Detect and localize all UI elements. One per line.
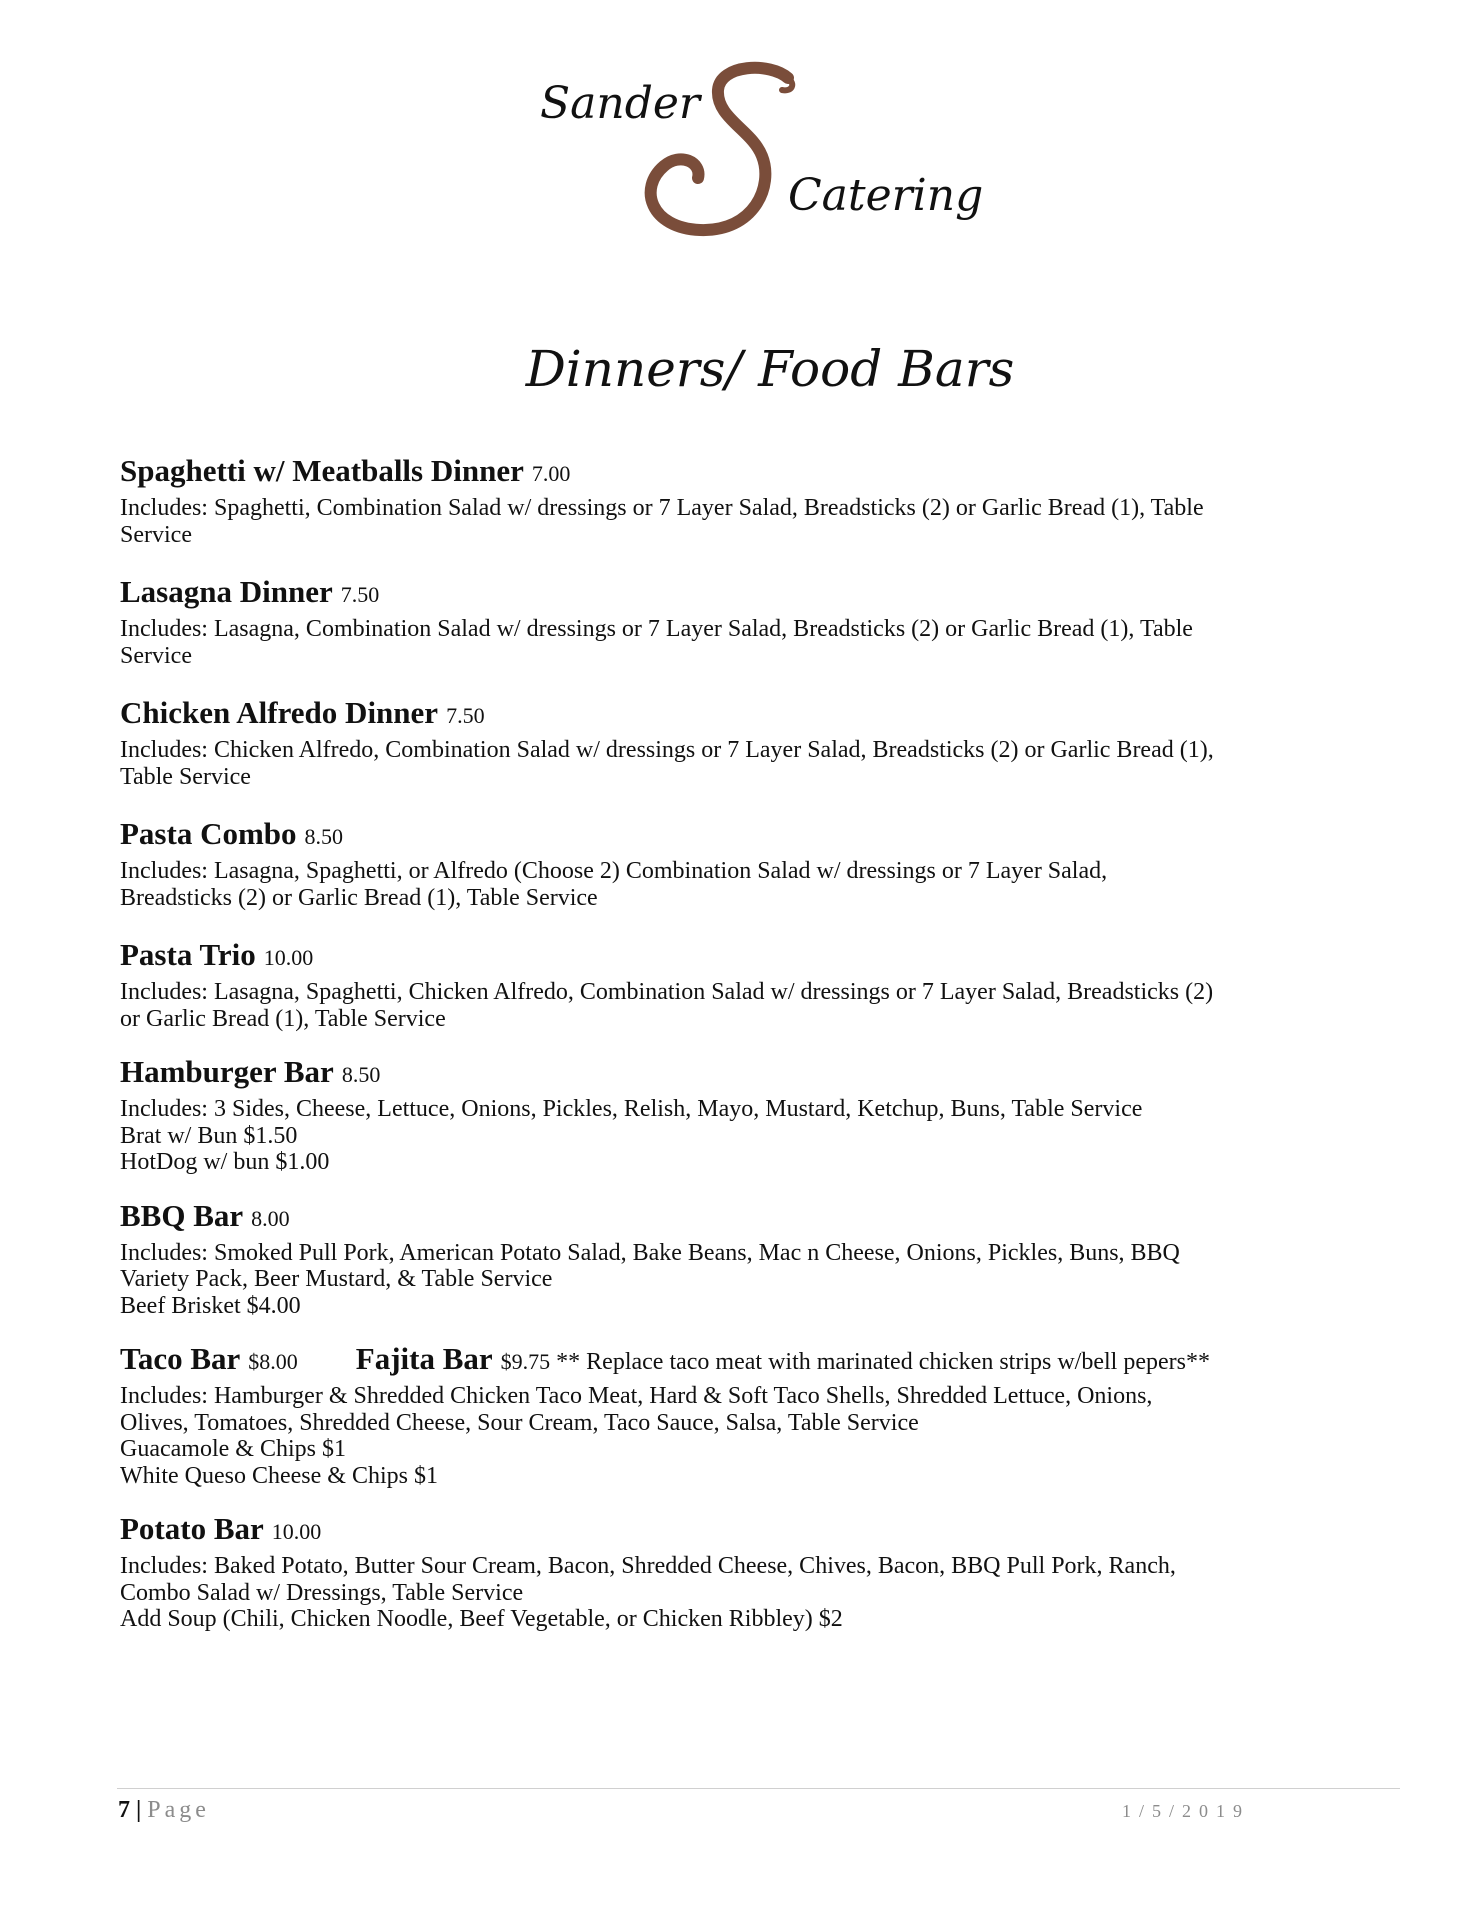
menu-item-line: Brat w/ Bun $1.50 [120,1122,298,1149]
menu-item-line: HotDog w/ bun $1.00 [120,1149,330,1175]
menu-item [120,1511,1360,1633]
menu-item-line: Table Service [120,763,251,790]
logo-word-sander: Sander [540,78,700,129]
menu-item-note: ** Replace taco meat with marinated chicken strips w/bell pepers** [556,1349,1210,1375]
menu-item-description [120,616,1360,669]
menu-item-line: Includes: Lasagna, Combination Salad w/ dressings or 7 Layer Salad, Breadsticks (2) or Garlic Bread (1), Table [120,616,1193,642]
menu-item-price: 10.00 [263,945,314,970]
menu-item-description [120,1553,1360,1633]
menu-item-name: Pasta Trio [120,937,256,972]
menu-item [120,1198,1360,1320]
menu-item-price: 8.00 [251,1205,290,1231]
menu-item-price: 10.00 [271,1519,322,1544]
menu-item [120,695,1360,790]
menu-item-second-price: $9.75 [500,1349,551,1374]
menu-item [120,574,1360,669]
menu-item-heading [120,1198,1360,1240]
footer-date: 1/5/2019 [1122,1801,1251,1821]
menu-item-name: Potato Bar [120,1511,264,1546]
menu-item-heading [120,1054,1360,1096]
menu-item-price: 8.50 [304,824,344,849]
section-title [510,320,1030,420]
menu-item-name: BBQ Bar [120,1197,244,1233]
menu-item-heading [120,453,1360,495]
menu-item-line: Service [120,642,192,669]
logo-word-catering: Catering [788,170,984,221]
menu-item-line: Service [120,521,192,548]
menu-item-price: 7.50 [340,582,380,607]
menu-item-heading [120,816,1360,858]
menu-item-line: Includes: Baked Potato, Butter Sour Cream, Bacon, Shredded Cheese, Chives, Bacon, BBQ Pull Pork, Ranch, [120,1553,1176,1579]
menu-item-name: Pasta Combo [120,816,297,851]
menu-item-line: or Garlic Bread (1), Table Service [120,1005,446,1032]
menu-item-description [120,1240,1360,1320]
menu-item-line: Includes: Lasagna, Spaghetti, or Alfredo (Choose 2) Combination Salad w/ dressings or 7 Layer Salad, [120,858,1108,884]
page-separator: | [136,1797,146,1823]
menu-item-price: 7.00 [531,461,571,486]
footer-divider [117,1788,1400,1789]
menu-item-name: Spaghetti w/ Meatballs Dinner [120,453,524,488]
menu-item-line: Beef Brisket $4.00 [120,1292,301,1319]
sander-catering-logo [530,60,1020,250]
menu-item-line: Includes: Lasagna, Spaghetti, Chicken Alfredo, Combination Salad w/ dressings or 7 Layer Salad, Breadsticks (2) [120,979,1214,1005]
menu-item-price: 7.50 [446,703,485,728]
menu-item-line: Olives, Tomatoes, Shredded Cheese, Sour Cream, Taco Sauce, Salsa, Table Service [120,1409,919,1436]
menu-item-line: Includes: Smoked Pull Pork, American Potato Salad, Bake Beans, Mac n Cheese, Onions, Pickles, Buns, BBQ [120,1239,1180,1266]
page-number: 7 [118,1797,134,1823]
menu-item [120,816,1360,911]
menu-item-line: Add Soup (Chili, Chicken Noodle, Beef Vegetable, or Chicken Ribbley) $2 [120,1606,843,1632]
menu-item-second-name: Fajita Bar [355,1341,493,1376]
section-title-text: Dinners/ Food Bars [525,340,1015,398]
menu-item-line: Includes: Spaghetti, Combination Salad w/ dressings or 7 Layer Salad, Breadsticks (2) or Garlic Bread (1), Table [120,495,1204,521]
menu-item-description [120,858,1360,911]
menu-item-name: Chicken Alfredo Dinner [120,695,439,730]
menu-item-line: Breadsticks (2) or Garlic Bread (1), Table Service [120,884,598,911]
menu-item-description [120,979,1360,1032]
menu-item [120,1054,1360,1176]
menu-item-price: 8.50 [341,1062,381,1087]
menu-item-heading [120,574,1360,616]
menu-item-heading [120,695,1360,737]
menu-item-line: Includes: Hamburger & Shredded Chicken Taco Meat, Hard & Soft Taco Shells, Shredded Lettuce, Onions, [120,1383,1153,1409]
page-label: Page [147,1797,210,1823]
menu-item-heading [120,1341,1360,1383]
menu-item-line: Includes: Chicken Alfredo, Combination Salad w/ dressings or 7 Layer Salad, Breadsticks (2) or Garlic Bread (1), [120,737,1214,763]
menu-item-description [120,737,1360,790]
menu-item-heading [120,1511,1360,1553]
menu-item-description [120,495,1360,548]
menu-item-description [120,1096,1360,1176]
menu-item [120,453,1360,548]
menu-item-name: Lasagna Dinner [120,574,333,609]
menu-item-name: Taco Bar [120,1341,241,1376]
menu-item [120,1341,1360,1489]
menu-item-name: Hamburger Bar [120,1054,334,1089]
menu-list [120,453,1360,1659]
menu-item-description [120,1383,1360,1489]
menu-item-heading [120,937,1360,979]
footer-page-indicator [118,1797,210,1824]
menu-item-line: White Queso Cheese & Chips $1 [120,1462,438,1489]
logo-graphic [530,60,1020,250]
menu-item-line: Variety Pack, Beer Mustard, & Table Service [120,1266,553,1292]
menu-item-line: Combo Salad w/ Dressings, Table Service [120,1579,524,1606]
menu-item [120,937,1360,1032]
menu-item-line: Guacamole & Chips $1 [120,1436,346,1462]
menu-item-line: Includes: 3 Sides, Cheese, Lettuce, Onions, Pickles, Relish, Mayo, Mustard, Ketchup, Buns, Table Service [120,1096,1143,1122]
menu-item-price: $8.00 [248,1349,298,1374]
